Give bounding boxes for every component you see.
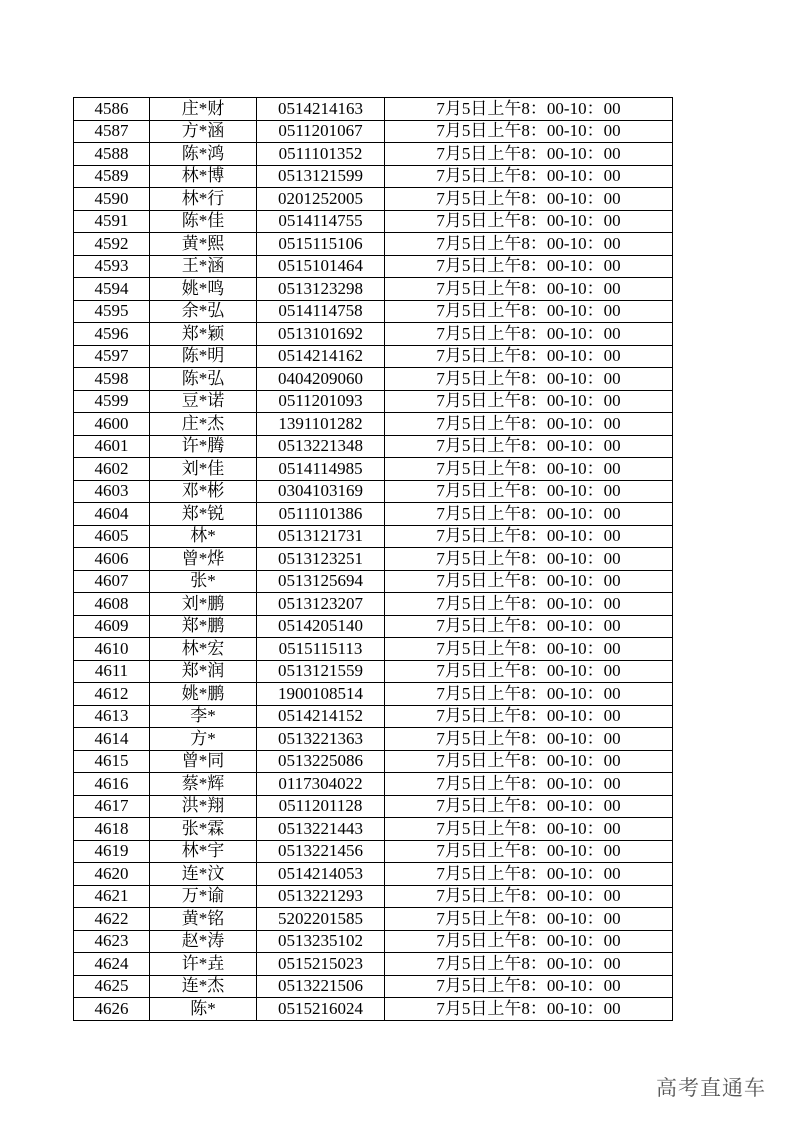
exam-time-cell: 7月5日上午8：00-10：00 <box>385 773 673 796</box>
table-row <box>74 953 673 976</box>
exam-id-cell: 0304103169 <box>257 480 385 503</box>
row-number-cell: 4600 <box>74 413 150 436</box>
row-number-cell: 4626 <box>74 998 150 1021</box>
name-cell: 黄*铭 <box>150 908 257 931</box>
exam-time-cell: 7月5日上午8：00-10：00 <box>385 188 673 211</box>
name-cell: 万*谕 <box>150 885 257 908</box>
table-row <box>74 210 673 233</box>
exam-time-cell: 7月5日上午8：00-10：00 <box>385 953 673 976</box>
exam-id-cell: 0513235102 <box>257 930 385 953</box>
name-cell: 方*涵 <box>150 120 257 143</box>
exam-id-cell: 0201252005 <box>257 188 385 211</box>
exam-id-cell: 0511201067 <box>257 120 385 143</box>
name-cell: 陈* <box>150 998 257 1021</box>
name-cell: 余*弘 <box>150 300 257 323</box>
name-cell: 曾*烨 <box>150 548 257 571</box>
table-row <box>74 593 673 616</box>
exam-id-cell: 0513221363 <box>257 728 385 751</box>
row-number-cell: 4612 <box>74 683 150 706</box>
table-row <box>74 683 673 706</box>
exam-time-cell: 7月5日上午8：00-10：00 <box>385 908 673 931</box>
table-row <box>74 750 673 773</box>
row-number-cell: 4613 <box>74 705 150 728</box>
row-number-cell: 4605 <box>74 525 150 548</box>
table-row <box>74 818 673 841</box>
exam-id-cell: 0514214162 <box>257 345 385 368</box>
row-number-cell: 4599 <box>74 390 150 413</box>
table-row <box>74 390 673 413</box>
exam-id-cell: 0515216024 <box>257 998 385 1021</box>
row-number-cell: 4595 <box>74 300 150 323</box>
exam-time-cell: 7月5日上午8：00-10：00 <box>385 98 673 121</box>
exam-time-cell: 7月5日上午8：00-10：00 <box>385 143 673 166</box>
name-cell: 庄*财 <box>150 98 257 121</box>
name-cell: 刘*鹏 <box>150 593 257 616</box>
table-row <box>74 98 673 121</box>
table-row <box>74 863 673 886</box>
exam-time-cell: 7月5日上午8：00-10：00 <box>385 638 673 661</box>
exam-id-cell: 0513125694 <box>257 570 385 593</box>
exam-id-cell: 0514214053 <box>257 863 385 886</box>
name-cell: 王*涵 <box>150 255 257 278</box>
table-row <box>74 975 673 998</box>
table-row <box>74 368 673 391</box>
row-number-cell: 4598 <box>74 368 150 391</box>
name-cell: 方* <box>150 728 257 751</box>
name-cell: 陈*弘 <box>150 368 257 391</box>
exam-schedule-table <box>73 97 673 1021</box>
table-row <box>74 998 673 1021</box>
name-cell: 陈*鸿 <box>150 143 257 166</box>
table-row <box>74 930 673 953</box>
table-row <box>74 165 673 188</box>
exam-time-cell: 7月5日上午8：00-10：00 <box>385 975 673 998</box>
row-number-cell: 4609 <box>74 615 150 638</box>
name-cell: 曾*同 <box>150 750 257 773</box>
exam-time-cell: 7月5日上午8：00-10：00 <box>385 750 673 773</box>
table-row <box>74 435 673 458</box>
name-cell: 连*汶 <box>150 863 257 886</box>
table-row <box>74 615 673 638</box>
exam-id-cell: 5202201585 <box>257 908 385 931</box>
table-row <box>74 120 673 143</box>
row-number-cell: 4591 <box>74 210 150 233</box>
name-cell: 邓*彬 <box>150 480 257 503</box>
row-number-cell: 4606 <box>74 548 150 571</box>
exam-time-cell: 7月5日上午8：00-10：00 <box>385 210 673 233</box>
row-number-cell: 4604 <box>74 503 150 526</box>
exam-id-cell: 0513123251 <box>257 548 385 571</box>
name-cell: 李* <box>150 705 257 728</box>
exam-time-cell: 7月5日上午8：00-10：00 <box>385 548 673 571</box>
row-number-cell: 4625 <box>74 975 150 998</box>
table-row <box>74 143 673 166</box>
row-number-cell: 4603 <box>74 480 150 503</box>
exam-id-cell: 0513123298 <box>257 278 385 301</box>
exam-id-cell: 0404209060 <box>257 368 385 391</box>
exam-time-cell: 7月5日上午8：00-10：00 <box>385 503 673 526</box>
table-row <box>74 480 673 503</box>
table-row <box>74 840 673 863</box>
exam-id-cell: 1900108514 <box>257 683 385 706</box>
exam-time-cell: 7月5日上午8：00-10：00 <box>385 255 673 278</box>
exam-id-cell: 0513101692 <box>257 323 385 346</box>
row-number-cell: 4590 <box>74 188 150 211</box>
row-number-cell: 4597 <box>74 345 150 368</box>
name-cell: 林*行 <box>150 188 257 211</box>
table-row <box>74 188 673 211</box>
exam-id-cell: 0514214163 <box>257 98 385 121</box>
exam-id-cell: 0511101352 <box>257 143 385 166</box>
exam-id-cell: 0513121731 <box>257 525 385 548</box>
row-number-cell: 4608 <box>74 593 150 616</box>
row-number-cell: 4587 <box>74 120 150 143</box>
exam-time-cell: 7月5日上午8：00-10：00 <box>385 300 673 323</box>
table-row <box>74 323 673 346</box>
row-number-cell: 4610 <box>74 638 150 661</box>
exam-time-cell: 7月5日上午8：00-10：00 <box>385 323 673 346</box>
exam-time-cell: 7月5日上午8：00-10：00 <box>385 165 673 188</box>
exam-time-cell: 7月5日上午8：00-10：00 <box>385 998 673 1021</box>
exam-time-cell: 7月5日上午8：00-10：00 <box>385 728 673 751</box>
exam-time-cell: 7月5日上午8：00-10：00 <box>385 840 673 863</box>
row-number-cell: 4592 <box>74 233 150 256</box>
row-number-cell: 4623 <box>74 930 150 953</box>
row-number-cell: 4589 <box>74 165 150 188</box>
row-number-cell: 4596 <box>74 323 150 346</box>
name-cell: 黄*熙 <box>150 233 257 256</box>
name-cell: 豆*诺 <box>150 390 257 413</box>
exam-id-cell: 0514205140 <box>257 615 385 638</box>
exam-id-cell: 0515215023 <box>257 953 385 976</box>
table-row <box>74 773 673 796</box>
name-cell: 姚*鹏 <box>150 683 257 706</box>
name-cell: 郑*润 <box>150 660 257 683</box>
table-row <box>74 908 673 931</box>
table-row <box>74 233 673 256</box>
row-number-cell: 4594 <box>74 278 150 301</box>
exam-time-cell: 7月5日上午8：00-10：00 <box>385 660 673 683</box>
table-row <box>74 795 673 818</box>
table-row <box>74 255 673 278</box>
name-cell: 许*腾 <box>150 435 257 458</box>
exam-time-cell: 7月5日上午8：00-10：00 <box>385 120 673 143</box>
name-cell: 林*宇 <box>150 840 257 863</box>
name-cell: 陈*明 <box>150 345 257 368</box>
exam-id-cell: 1391101282 <box>257 413 385 436</box>
table-row <box>74 638 673 661</box>
table-row <box>74 728 673 751</box>
table-row <box>74 570 673 593</box>
exam-id-cell: 0511101386 <box>257 503 385 526</box>
exam-time-cell: 7月5日上午8：00-10：00 <box>385 570 673 593</box>
name-cell: 林* <box>150 525 257 548</box>
exam-time-cell: 7月5日上午8：00-10：00 <box>385 885 673 908</box>
exam-id-cell: 0513221456 <box>257 840 385 863</box>
exam-id-cell: 0514214152 <box>257 705 385 728</box>
exam-id-cell: 0514114985 <box>257 458 385 481</box>
name-cell: 林*博 <box>150 165 257 188</box>
row-number-cell: 4618 <box>74 818 150 841</box>
row-number-cell: 4615 <box>74 750 150 773</box>
name-cell: 林*宏 <box>150 638 257 661</box>
table-row <box>74 458 673 481</box>
exam-id-cell: 0515101464 <box>257 255 385 278</box>
exam-time-cell: 7月5日上午8：00-10：00 <box>385 390 673 413</box>
name-cell: 张* <box>150 570 257 593</box>
exam-id-cell: 0513221348 <box>257 435 385 458</box>
exam-id-cell: 0511201093 <box>257 390 385 413</box>
row-number-cell: 4602 <box>74 458 150 481</box>
row-number-cell: 4620 <box>74 863 150 886</box>
name-cell: 许*垚 <box>150 953 257 976</box>
table-row <box>74 300 673 323</box>
table-row <box>74 548 673 571</box>
exam-id-cell: 0515115106 <box>257 233 385 256</box>
name-cell: 郑*锐 <box>150 503 257 526</box>
exam-id-cell: 0514114755 <box>257 210 385 233</box>
exam-time-cell: 7月5日上午8：00-10：00 <box>385 615 673 638</box>
exam-time-cell: 7月5日上午8：00-10：00 <box>385 795 673 818</box>
exam-id-cell: 0511201128 <box>257 795 385 818</box>
exam-time-cell: 7月5日上午8：00-10：00 <box>385 345 673 368</box>
name-cell: 庄*杰 <box>150 413 257 436</box>
table-row <box>74 278 673 301</box>
exam-time-cell: 7月5日上午8：00-10：00 <box>385 458 673 481</box>
table-row <box>74 413 673 436</box>
exam-time-cell: 7月5日上午8：00-10：00 <box>385 593 673 616</box>
name-cell: 张*霖 <box>150 818 257 841</box>
row-number-cell: 4607 <box>74 570 150 593</box>
exam-time-cell: 7月5日上午8：00-10：00 <box>385 368 673 391</box>
exam-time-cell: 7月5日上午8：00-10：00 <box>385 705 673 728</box>
name-cell: 赵*涛 <box>150 930 257 953</box>
table-row <box>74 885 673 908</box>
name-cell: 郑*颖 <box>150 323 257 346</box>
exam-id-cell: 0515115113 <box>257 638 385 661</box>
table-row <box>74 705 673 728</box>
row-number-cell: 4622 <box>74 908 150 931</box>
exam-id-cell: 0513221293 <box>257 885 385 908</box>
exam-time-cell: 7月5日上午8：00-10：00 <box>385 480 673 503</box>
table-row <box>74 503 673 526</box>
watermark-text: 高考直通车 <box>656 1076 766 1100</box>
exam-time-cell: 7月5日上午8：00-10：00 <box>385 435 673 458</box>
exam-time-cell: 7月5日上午8：00-10：00 <box>385 818 673 841</box>
row-number-cell: 4614 <box>74 728 150 751</box>
exam-id-cell: 0513121559 <box>257 660 385 683</box>
name-cell: 刘*佳 <box>150 458 257 481</box>
table-row <box>74 345 673 368</box>
exam-time-cell: 7月5日上午8：00-10：00 <box>385 863 673 886</box>
name-cell: 蔡*辉 <box>150 773 257 796</box>
exam-time-cell: 7月5日上午8：00-10：00 <box>385 930 673 953</box>
name-cell: 郑*鹏 <box>150 615 257 638</box>
exam-id-cell: 0513123207 <box>257 593 385 616</box>
row-number-cell: 4621 <box>74 885 150 908</box>
row-number-cell: 4624 <box>74 953 150 976</box>
row-number-cell: 4588 <box>74 143 150 166</box>
table-row <box>74 660 673 683</box>
row-number-cell: 4619 <box>74 840 150 863</box>
exam-time-cell: 7月5日上午8：00-10：00 <box>385 413 673 436</box>
name-cell: 连*杰 <box>150 975 257 998</box>
exam-id-cell: 0117304022 <box>257 773 385 796</box>
row-number-cell: 4611 <box>74 660 150 683</box>
row-number-cell: 4617 <box>74 795 150 818</box>
row-number-cell: 4593 <box>74 255 150 278</box>
table-row <box>74 525 673 548</box>
exam-time-cell: 7月5日上午8：00-10：00 <box>385 233 673 256</box>
exam-time-cell: 7月5日上午8：00-10：00 <box>385 278 673 301</box>
exam-time-cell: 7月5日上午8：00-10：00 <box>385 683 673 706</box>
row-number-cell: 4616 <box>74 773 150 796</box>
exam-id-cell: 0513121599 <box>257 165 385 188</box>
exam-id-cell: 0513221506 <box>257 975 385 998</box>
row-number-cell: 4586 <box>74 98 150 121</box>
table-body <box>74 98 673 1021</box>
name-cell: 陈*佳 <box>150 210 257 233</box>
exam-id-cell: 0514114758 <box>257 300 385 323</box>
row-number-cell: 4601 <box>74 435 150 458</box>
exam-id-cell: 0513221443 <box>257 818 385 841</box>
exam-time-cell: 7月5日上午8：00-10：00 <box>385 525 673 548</box>
name-cell: 姚*鸣 <box>150 278 257 301</box>
exam-id-cell: 0513225086 <box>257 750 385 773</box>
name-cell: 洪*翔 <box>150 795 257 818</box>
